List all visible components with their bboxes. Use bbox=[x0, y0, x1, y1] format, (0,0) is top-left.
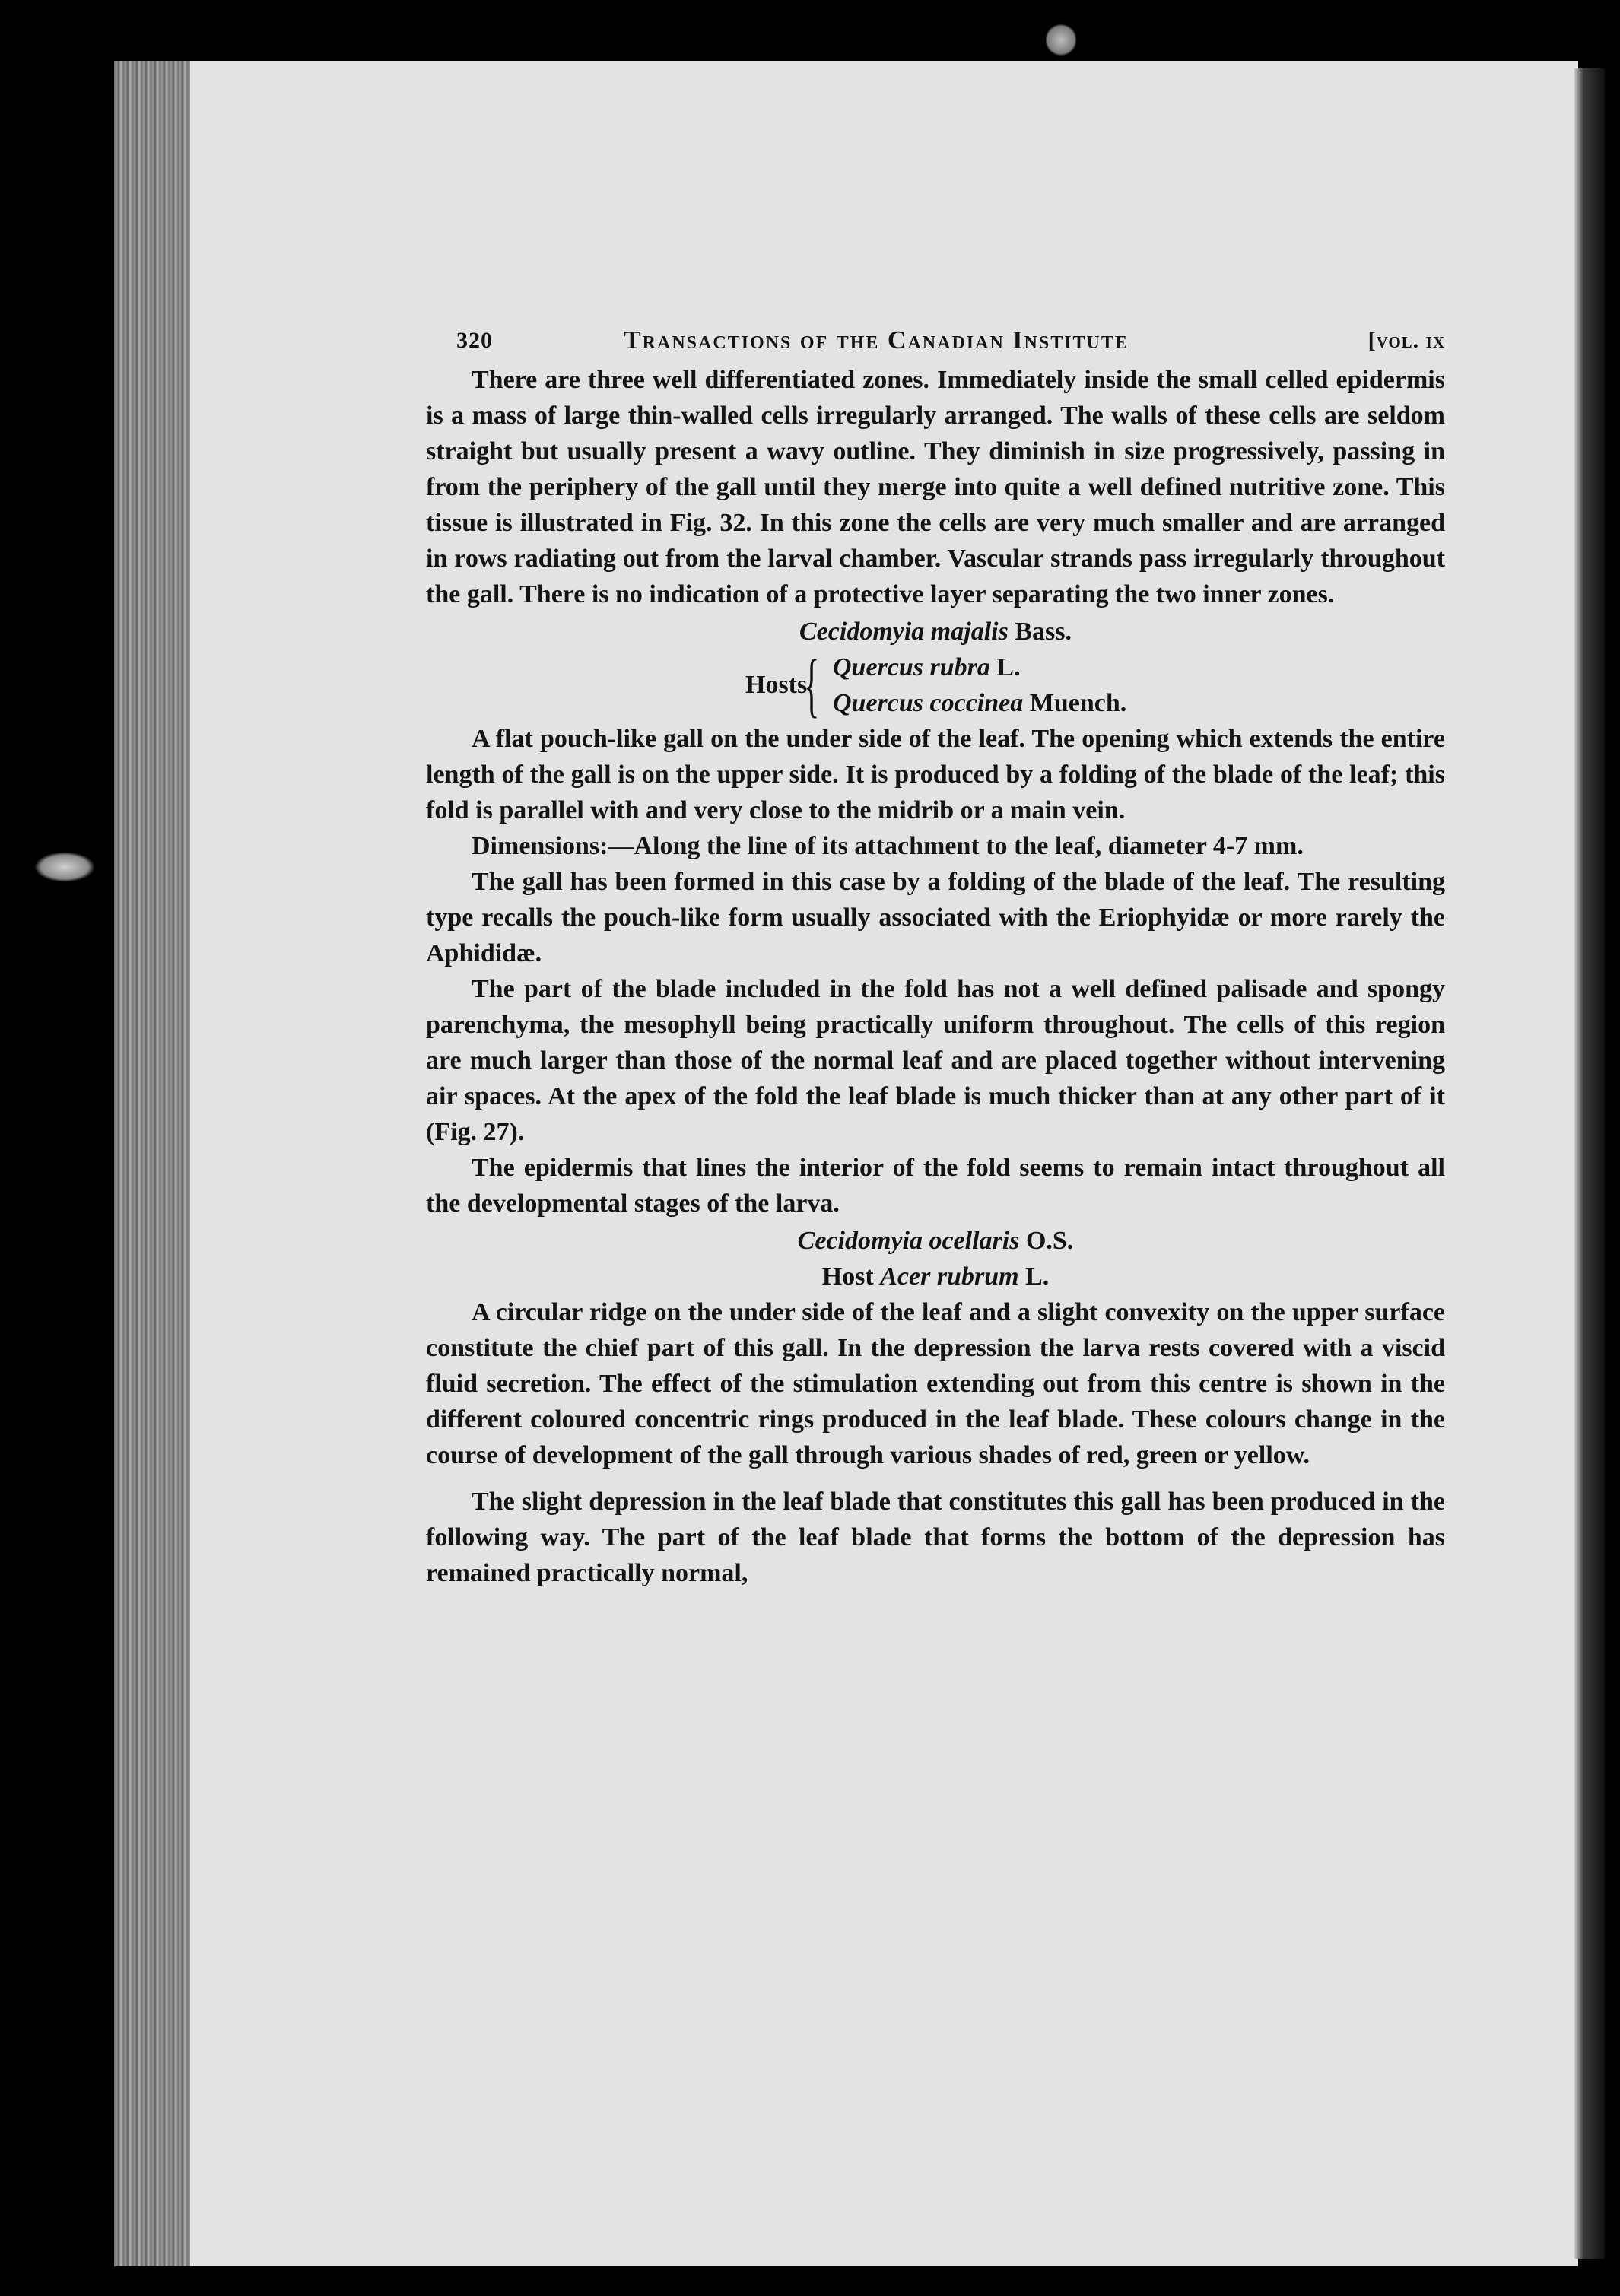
paragraph-gap bbox=[426, 1473, 1445, 1484]
host-author: L. bbox=[1025, 1262, 1050, 1291]
species-author: O.S. bbox=[1025, 1227, 1074, 1255]
paragraph-dimensions: Dimensions:—Along the line of its attachment to the leaf, diameter 4-7 mm. bbox=[472, 832, 1304, 860]
host-name: Quercus coccinea bbox=[833, 689, 1024, 717]
host-name: Acer rubrum bbox=[880, 1262, 1019, 1291]
host-line bbox=[426, 1259, 1445, 1294]
species-name: Cecidomyia majalis bbox=[799, 618, 1009, 646]
scan-artifact-top bbox=[1046, 23, 1076, 57]
paragraph-circular-ridge: A circular ridge on the under side of the leaf and a slight convexity on the upper surface constitute the chief part of this gall. In the depression the larva rests covered with a viscid fluid secretion. The effect of the stimulation extending out from this centre is shown in the different coloured concentric rings produced in the leaf blade. These colours change in the course of development of the gall through various shades of red, green or yellow. bbox=[426, 1298, 1445, 1469]
page-number: 320 bbox=[456, 328, 493, 353]
hosts-label: Hosts bbox=[745, 671, 808, 699]
host-author: L. bbox=[996, 653, 1021, 681]
host-item bbox=[833, 685, 1126, 721]
species-author: Bass. bbox=[1015, 618, 1072, 646]
host-item bbox=[833, 649, 1021, 685]
scan-artifact-left bbox=[34, 852, 95, 882]
species-heading-ocellaris bbox=[426, 1223, 1445, 1259]
host-name: Quercus rubra bbox=[833, 653, 990, 681]
host-label: Host bbox=[821, 1262, 874, 1291]
paragraph-zones: There are three well differentiated zones. Immediately inside the small celled epidermis is a mass of large thin-walled cells irregularly arranged. The walls of these cells are seldom straight but usually present a wavy outline. They diminish in size progressively, passing in from the periphery of the gall until they merge into quite a well defined nutritive zone. This tissue is illustrated in Fig. 32. In this zone the cells are very much smaller and are arranged in rows radiating out from the larval chamber. Vascular strands pass irregularly throughout the gall. There is no indication of a protective layer separating the two inner zones. bbox=[426, 366, 1445, 608]
page-edge-shadow bbox=[1574, 68, 1605, 2259]
paragraph-pouch-gall: A flat pouch-like gall on the under side of the leaf. The opening which extends the entire length of the gall is on the upper side. It is produced by a folding of the blade of the leaf; this fold is parallel with and very close to the midrib or a main vein. bbox=[426, 725, 1445, 824]
brace-icon: { bbox=[804, 646, 820, 725]
volume-label: [vol. ix bbox=[1367, 328, 1445, 353]
running-head bbox=[426, 319, 1445, 362]
paragraph-depression: The slight depression in the leaf blade that constitutes this gall has been produced in the following way. The part of the leaf blade that forms the bottom of the depression has remained practically normal, bbox=[426, 1488, 1445, 1587]
species-name: Cecidomyia ocellaris bbox=[797, 1227, 1020, 1255]
species-heading-majalis bbox=[426, 614, 1445, 649]
journal-title: Transactions of the Canadian Institute bbox=[624, 326, 1129, 354]
hosts-list bbox=[426, 646, 1445, 725]
host-author: Muench. bbox=[1029, 689, 1127, 717]
page-gutter bbox=[114, 61, 190, 2266]
paragraph-folding: The gall has been formed in this case by a folding of the blade of the leaf. The resulting type recalls the pouch-like form usually associated with the Eriophyidæ or more rarely the Aphididæ. bbox=[426, 868, 1445, 967]
paragraph-epidermis: The epidermis that lines the interior of the fold seems to remain intact throughout all the developmental stages of the larva. bbox=[426, 1154, 1445, 1218]
page-content bbox=[426, 319, 1445, 1591]
paragraph-mesophyll: The part of the blade included in the fold has not a well defined palisade and spongy parenchyma, the mesophyll being practically uniform throughout. The cells of this region are much larger than those of the normal leaf and are placed together without intervening air spaces. At the apex of the fold the leaf blade is much thicker than at any other part of it (Fig. 27). bbox=[426, 975, 1445, 1146]
